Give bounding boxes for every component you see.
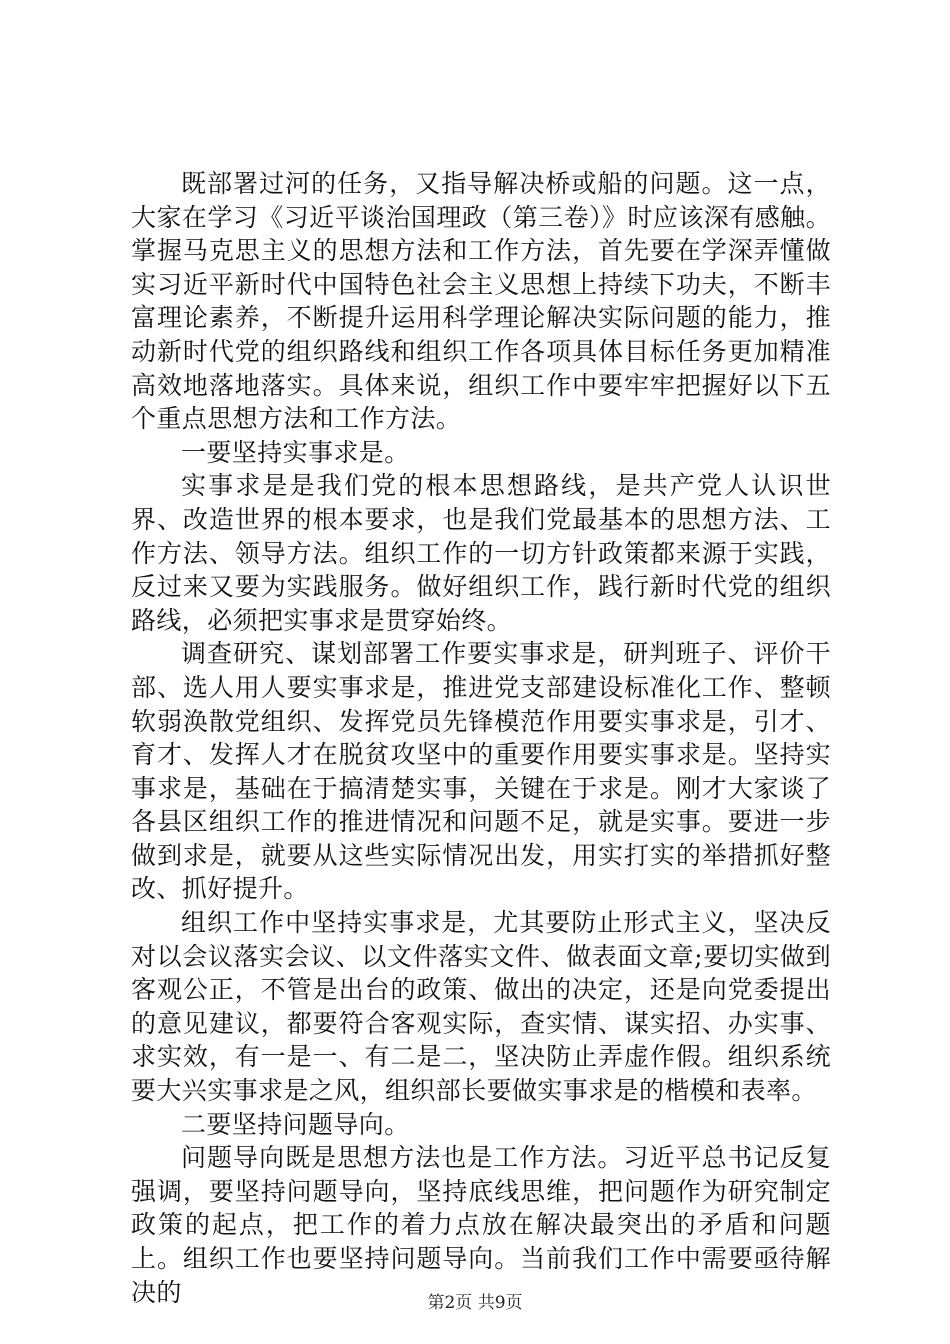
paragraph: 实事求是是我们党的根本思想路线，是共产党人认识世界、改造世界的根本要求，也是我们党最基本的思想方法、工作方法、领导方法。组织工作的一切方针政策都来源于实践，反过来又要为实践服务。做好组织工作，践行新时代党的组织路线，必须把实事求是贯穿始终。: [131, 471, 831, 635]
paragraph: 问题导向既是思想方法也是工作方法。习近平总书记反复强调，要坚持问题导向，坚持底线思维，把问题作为研究制定政策的起点，把工作的着力点放在解决最突出的矛盾和问题上。组织工作也要坚持问题导向。当前我们工作中需要亟待解决的: [131, 1143, 831, 1307]
section-heading: 二要坚持问题导向。: [181, 1109, 410, 1139]
page-number-label: 第2页 共9页: [427, 1293, 523, 1313]
paragraph: 既部署过河的任务，又指导解决桥或船的问题。这一点，大家在学习《习近平谈治国理政（第三卷）》时应该深有感触。掌握马克思主义的思想方法和工作方法，首先要在学深弄懂做实习近平新时代中国特色社会主义思想上持续下功夫，不断丰富理论素养，不断提升运用科学理论解决实际问题的能力，推动新时代党的组织路线和组织工作各项具体目标任务更加精准高效地落地落实。具体来说，组织工作中要牢牢把握好以下五个重点思想方法和工作方法。: [131, 169, 831, 434]
document-body: [131, 167, 831, 1309]
section-heading: 一要坚持实事求是。: [181, 437, 410, 467]
paragraph: 调查研究、谋划部署工作要实事求是，研判班子、评价干部、选人用人要实事求是，推进党支部建设标准化工作、整顿软弱涣散党组织、发挥党员先锋模范作用要实事求是，引才、育才、发挥人才在脱贫攻坚中的重要作用要实事求是。坚持实事求是，基础在于搞清楚实事，关键在于求是。刚才大家谈了各县区组织工作的推进情况和问题不足，就是实事。要进一步做到求是，就要从这些实际情况出发，用实打实的举措抓好整改、抓好提升。: [131, 639, 831, 904]
page-footer: [0, 1293, 950, 1313]
paragraph: 组织工作中坚持实事求是，尤其要防止形式主义，坚决反对以会议落实会议、以文件落实文件、做表面文章;要切实做到客观公正，不管是出台的政策、做出的决定，还是向党委提出的意见建议，都要符合客观实际，查实情、谋实招、办实事、求实效，有一是一、有二是二，坚决防止弄虚作假。组织系统要大兴实事求是之风，组织部长要做实事求是的楷模和表率。: [131, 908, 831, 1106]
